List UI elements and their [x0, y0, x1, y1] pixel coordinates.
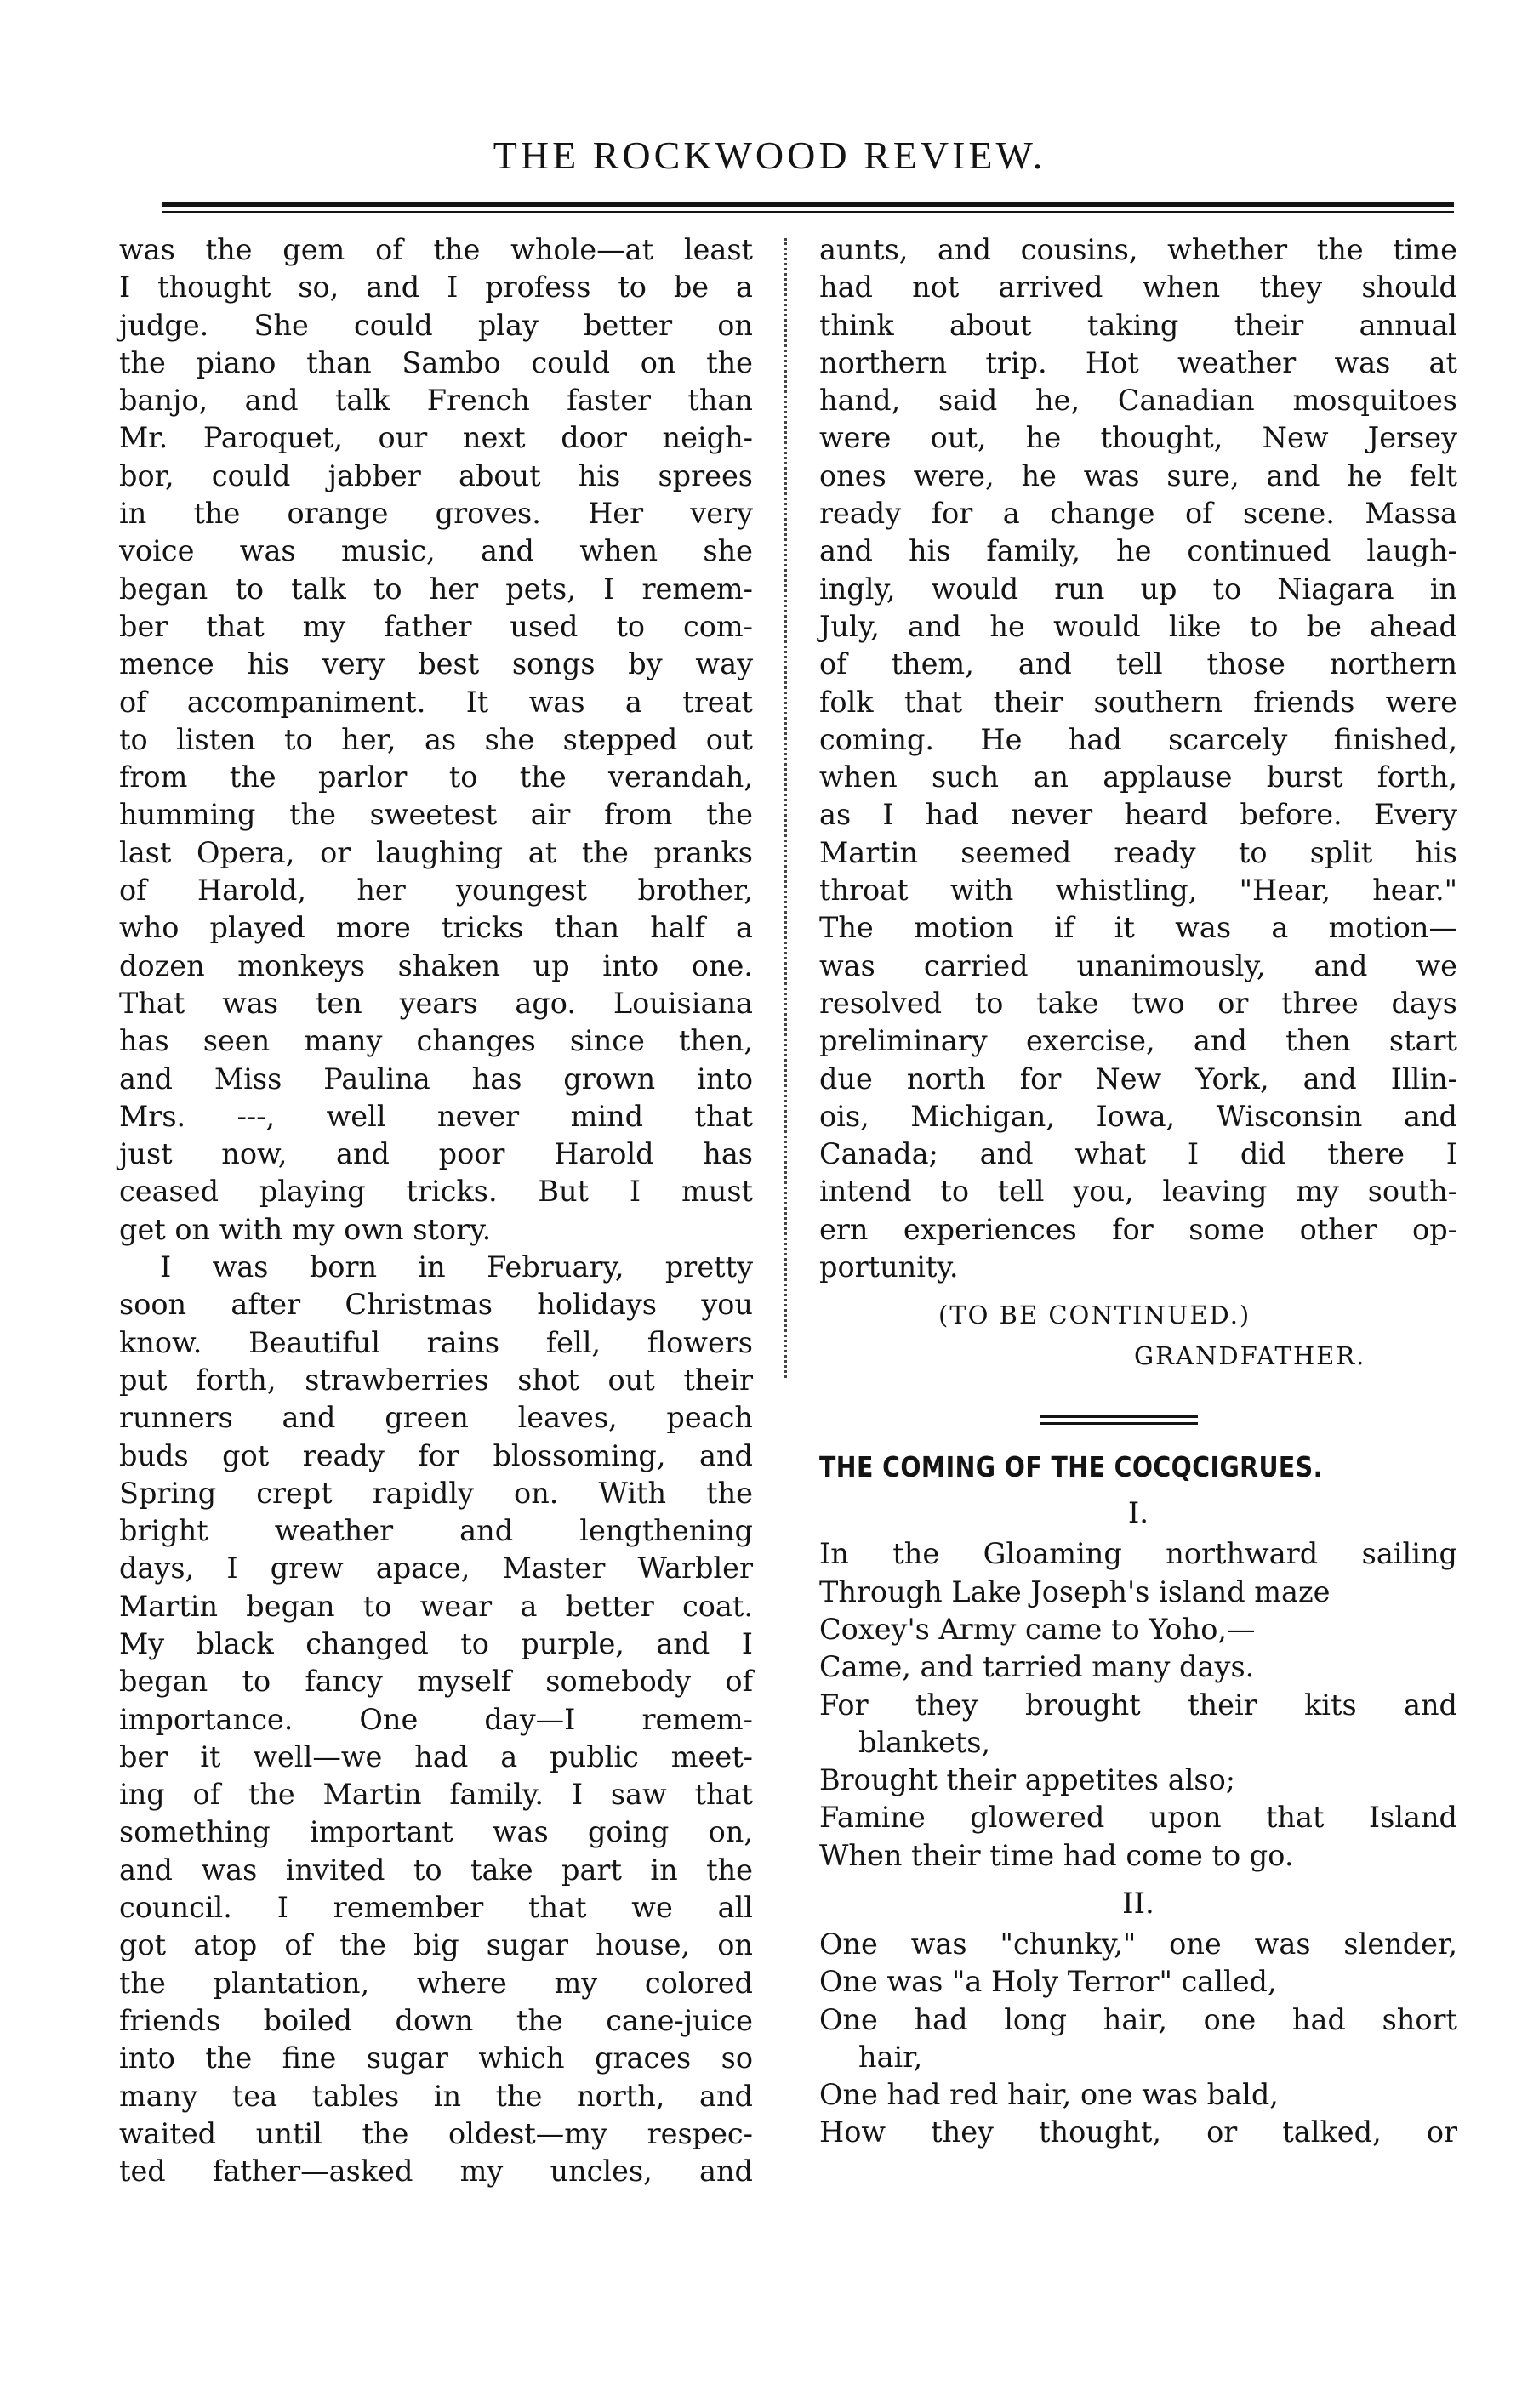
text-line: and his family, he continued laugh- [819, 534, 1457, 568]
text-line: dozen monkeys shaken up into one. [119, 948, 753, 982]
text-line: think about taking their annual [819, 308, 1457, 342]
text-line: I was born in February, pretty [160, 1250, 753, 1284]
text-line: hand, said he, Canadian mosquitoes [819, 384, 1457, 418]
text-line: ber that my father used to com- [119, 609, 753, 643]
text-line: I thought so, and I profess to be a [119, 270, 753, 305]
text-line: and Miss Paulina has grown into [119, 1062, 753, 1096]
text-line: Canada; and what I did there I [819, 1137, 1457, 1171]
text-line: was the gem of the whole—at least [119, 233, 753, 266]
text-line: into the fine sugar which graces so [119, 2041, 753, 2075]
text-line: many tea tables in the north, and [119, 2079, 753, 2113]
text-line: ern experiences for some other op- [819, 1212, 1457, 1246]
text-line: northern trip. Hot weather was at [819, 345, 1457, 379]
text-line: Spring crept rapidly on. With the [119, 1476, 753, 1510]
text-line: began to fancy myself somebody of [119, 1665, 753, 1699]
text-line: began to talk to her pets, I remem- [119, 572, 753, 606]
poem-line: Famine glowered upon that Island [819, 1801, 1457, 1835]
text-line: aunts, and cousins, whether the time [819, 233, 1457, 266]
text-line: Mr. Paroquet, our next door neigh- [119, 421, 753, 455]
text-line: ceased playing tricks. But I must [119, 1175, 753, 1209]
poem-line: Through Lake Joseph's island maze [819, 1574, 1331, 1608]
text-line: resolved to take two or three days [819, 986, 1457, 1020]
text-line: to listen to her, as she stepped out [119, 722, 753, 756]
text-line: bright weather and lengthening [119, 1514, 753, 1548]
continued-note: (TO BE CONTINUED.) [938, 1301, 1251, 1330]
poem-line: How they thought, or talked, or [819, 2115, 1457, 2149]
text-line: as I had never heard before. Every [819, 798, 1457, 832]
right-column [819, 231, 1457, 2152]
text-line: something important was going on, [119, 1815, 753, 1849]
text-line: days, I grew apace, Master Warbler [119, 1551, 753, 1585]
text-line: of them, and tell those northern [819, 647, 1457, 681]
text-line: from the parlor to the verandah, [119, 760, 753, 794]
poem-line: Coxey's Army came to Yoho,— [819, 1612, 1256, 1646]
text-line: That was ten years ago. Louisiana [119, 986, 753, 1020]
text-line: coming. He had scarcely finished, [819, 722, 1457, 756]
text-line: humming the sweetest air from the [119, 798, 753, 832]
text-line: Martin began to wear a better coat. [119, 1589, 753, 1623]
text-line: judge. She could play better on [119, 308, 753, 342]
text-line: ready for a change of scene. Massa [819, 497, 1457, 531]
text-line: Martin seemed ready to split his [819, 835, 1457, 869]
text-line: preliminary exercise, and then start [819, 1024, 1457, 1058]
poem-line: When their time had come to go. [819, 1838, 1294, 1872]
text-line: Mrs. ---, well never mind that [119, 1099, 753, 1133]
header-rule-thin [162, 211, 1454, 213]
poem-line: One had long hair, one had short [819, 2002, 1457, 2036]
text-line: July, and he would like to be ahead [819, 609, 1457, 643]
poem-line: One had red hair, one was bald, [819, 2078, 1279, 2112]
stanza-number: I. [1127, 1496, 1149, 1531]
text-line: who played more tricks than half a [119, 911, 753, 945]
header-rule-thick [162, 202, 1454, 207]
text-line: in the orange groves. Her very [119, 497, 753, 531]
text-line: intend to tell you, leaving my south- [819, 1175, 1457, 1209]
text-line: were out, he thought, New Jersey [819, 421, 1457, 455]
text-line: buds got ready for blossoming, and [119, 1438, 753, 1472]
text-line: council. I remember that we all [119, 1891, 753, 1925]
text-line: last Opera, or laughing at the pranks [119, 835, 753, 869]
poem-line: hair, [858, 2040, 923, 2074]
poem-title: THE COMING OF THE COCQCIGRUES. [819, 1450, 1323, 1484]
text-line: The motion if it was a motion— [819, 911, 1457, 945]
text-line: of Harold, her youngest brother, [119, 874, 753, 908]
text-line: when such an applause burst forth, [819, 760, 1457, 794]
text-line: waited until the oldest—my respec- [119, 2116, 753, 2150]
text-line: ingly, would run up to Niagara in [819, 572, 1457, 606]
text-line: was carried unanimously, and we [819, 948, 1457, 982]
poem-line: Came, and tarried many days. [819, 1650, 1255, 1684]
text-line: put forth, strawberries shot out their [119, 1363, 753, 1397]
text-line: friends boiled down the cane-juice [119, 2003, 753, 2037]
text-line: the plantation, where my colored [119, 1966, 753, 2000]
text-line: and was invited to take part in the [119, 1853, 753, 1887]
text-line: ois, Michigan, Iowa, Wisconsin and [819, 1099, 1457, 1133]
text-line: the piano than Sambo could on the [119, 345, 753, 379]
text-line: folk that their southern friends were [819, 685, 1457, 719]
section-separator [1040, 1415, 1198, 1425]
text-line: ber it well—we had a public meet- [119, 1739, 753, 1773]
text-line: portunity. [819, 1250, 959, 1284]
poem-line: For they brought their kits and [819, 1688, 1457, 1722]
column-divider [784, 238, 787, 1378]
page-header-title: THE ROCKWOOD REVIEW. [493, 134, 1046, 177]
text-line: just now, and poor Harold has [119, 1137, 753, 1171]
poem-line: In the Gloaming northward sailing [819, 1537, 1457, 1571]
text-line: ing of the Martin family. I saw that [119, 1778, 753, 1812]
text-line: had not arrived when they should [819, 270, 1457, 305]
text-line: runners and green leaves, peach [119, 1401, 753, 1435]
text-line: bor, could jabber about his sprees [119, 458, 753, 492]
text-line: banjo, and talk French faster than [119, 384, 753, 418]
text-line: soon after Christmas holidays you [119, 1288, 753, 1322]
text-line: ones were, he was sure, and he felt [819, 458, 1457, 492]
text-line: know. Beautiful rains fell, flowers [119, 1325, 753, 1359]
text-line: has seen many changes since then, [119, 1024, 753, 1058]
stanza-number: II. [1122, 1886, 1154, 1921]
text-line: mence his very best songs by way [119, 647, 753, 681]
text-line: ted father—asked my uncles, and [119, 2155, 753, 2189]
left-column [119, 231, 753, 2190]
poem-line: One was "chunky," one was slender, [819, 1927, 1457, 1961]
author-signature: GRANDFATHER. [1134, 1341, 1366, 1371]
text-line: get on with my own story. [119, 1212, 492, 1246]
text-line: voice was music, and when she [119, 534, 753, 568]
text-line: due north for New York, and Illin- [819, 1062, 1457, 1096]
text-line: of accompaniment. It was a treat [119, 685, 753, 719]
poem-line: One was "a Holy Terror" called, [819, 1965, 1277, 1999]
text-line: throat with whistling, "Hear, hear." [819, 874, 1457, 908]
poem-line: Brought their appetites also; [819, 1763, 1236, 1797]
text-line: importance. One day—I remem- [119, 1702, 753, 1736]
poem-line: blankets, [858, 1725, 991, 1759]
text-line: My black changed to purple, and I [119, 1626, 753, 1660]
text-line: got atop of the big sugar house, on [119, 1928, 753, 1962]
